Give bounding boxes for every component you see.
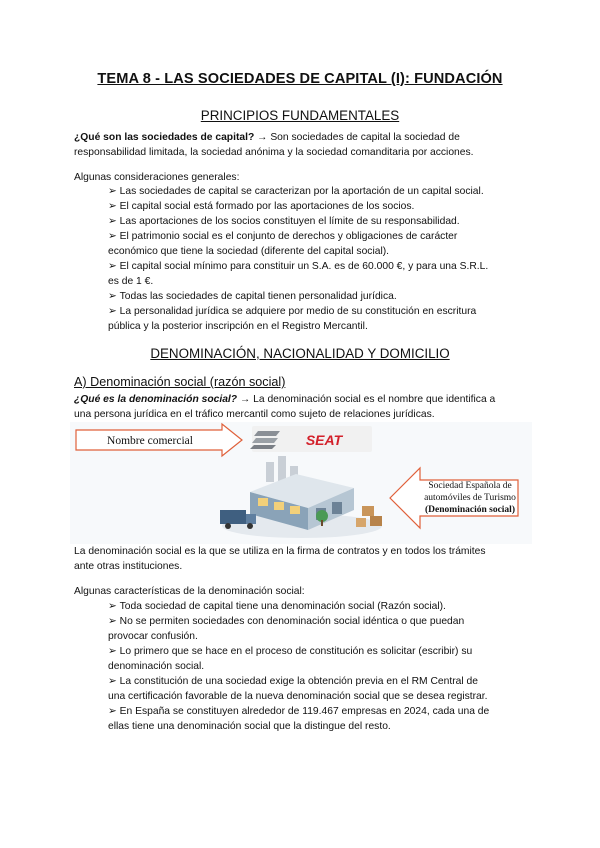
bullet-arrow-icon: ➢ — [108, 261, 117, 272]
bullet-item — [108, 184, 526, 199]
bullet-text: Las aportaciones de los socios constituyen el límite de su responsabilidad. — [119, 216, 460, 227]
bullet-arrow-icon: ➢ — [108, 706, 117, 717]
answer-line: una persona jurídica en el tráfico mercantil como sujeto de relaciones jurídicas. — [74, 409, 435, 420]
bullet-item — [108, 614, 526, 644]
bullet-text: Lo primero que se hace en el proceso de constitución es solicitar (escribir) su — [119, 646, 473, 657]
seat-brand-text: SEAT — [305, 432, 343, 448]
bullet-arrow-icon: ➢ — [108, 186, 117, 197]
bullet-text: Las sociedades de capital se caracterizan por la aportación de un capital social. — [119, 186, 484, 197]
sociedad-label-line1: Sociedad Española de — [428, 481, 512, 491]
sociedad-label-line2: automóviles de Turismo — [424, 493, 516, 503]
bullet-arrow-icon: ➢ — [108, 616, 117, 627]
bullet-list-caracteristicas — [108, 599, 526, 734]
subheading-denominacion-social: A) Denominación social (razón social) — [74, 375, 286, 389]
bullet-item — [108, 214, 526, 229]
arrow-symbol: → — [257, 132, 268, 143]
text-line: ante otras instituciones. — [74, 561, 183, 572]
intro-consideraciones: Algunas consideraciones generales: — [74, 172, 240, 183]
paragraph-firma-contratos — [74, 544, 526, 574]
denominacion-illustration — [70, 422, 532, 544]
bullet-text: denominación social. — [108, 661, 205, 672]
sociedad-label-line3: (Denominación social) — [425, 505, 515, 515]
bullet-text: En España se constituyen alrededor de 119.467 empresas en 2024, cada una de — [119, 706, 490, 717]
answer-line: responsabilidad limitada, la sociedad anónima y la sociedad comanditaria por acciones. — [74, 147, 474, 158]
bullet-item — [108, 304, 526, 334]
question-text: ¿Qué es la denominación social? — [74, 394, 238, 405]
bullet-text: ellas tiene una denominación social que la distingue del resto. — [108, 721, 391, 732]
bullet-item — [108, 259, 526, 289]
bullet-text: No se permiten sociedades con denominación social idéntica o que puedan — [119, 616, 465, 627]
bullet-text: Toda sociedad de capital tiene una denominación social (Razón social). — [119, 601, 446, 612]
nombre-comercial-label: Nombre comercial — [107, 435, 193, 447]
bullet-text: es de 1 €. — [108, 276, 154, 287]
answer-line: Son sociedades de capital la sociedad de — [270, 132, 460, 143]
bullet-arrow-icon: ➢ — [108, 646, 117, 657]
bullet-text: La personalidad jurídica se adquiere por medio de su constitución en escritura — [119, 306, 477, 317]
answer-line: La denominación social es el nombre que identifica a — [253, 394, 496, 405]
bullet-arrow-icon: ➢ — [108, 306, 117, 317]
bullet-arrow-icon: ➢ — [108, 216, 117, 227]
section-heading-denominacion: DENOMINACIÓN, NACIONALIDAD Y DOMICILIO — [150, 346, 450, 361]
bullet-item — [108, 644, 526, 674]
bullet-arrow-icon: ➢ — [108, 231, 117, 242]
bullet-item — [108, 289, 526, 304]
paragraph-que-son — [74, 130, 526, 160]
bullet-text: una certificación favorable de la nueva denominación social que se desea registrar. — [108, 691, 488, 702]
bullet-list-consideraciones — [108, 184, 526, 334]
bullet-item — [108, 599, 526, 614]
page-title: TEMA 8 - LAS SOCIEDADES DE CAPITAL (I): FUNDACIÓN — [97, 71, 503, 87]
bullet-arrow-icon: ➢ — [108, 676, 117, 687]
section-heading-principios: PRINCIPIOS FUNDAMENTALES — [200, 108, 400, 123]
bullet-arrow-icon: ➢ — [108, 601, 117, 612]
bullet-text: La constitución de una sociedad exige la obtención previa en el RM Central de — [119, 676, 478, 687]
paragraph-que-es — [74, 392, 526, 422]
bullet-text: provocar confusión. — [108, 631, 198, 642]
bullet-text: pública y la posterior inscripción en el Registro Mercantil. — [108, 321, 368, 332]
bullet-text: Todas las sociedades de capital tienen personalidad jurídica. — [119, 291, 397, 302]
question-text: ¿Qué son las sociedades de capital? — [74, 132, 255, 143]
bullet-text: El capital social mínimo para constituir un S.A. es de 60.000 €, y para una S.R.L. — [119, 261, 489, 272]
bullet-arrow-icon: ➢ — [108, 291, 117, 302]
seat-logo — [250, 426, 372, 452]
bullet-text: El capital social está formado por las aportaciones de los socios. — [119, 201, 415, 212]
bullet-item — [108, 199, 526, 214]
bullet-arrow-icon: ➢ — [108, 201, 117, 212]
bullet-text: El patrimonio social es el conjunto de derechos y obligaciones de carácter — [119, 231, 458, 242]
intro-caracteristicas: Algunas características de la denominación social: — [74, 586, 305, 597]
bullet-item — [108, 704, 526, 734]
arrow-symbol: → — [239, 394, 251, 405]
bullet-item — [108, 674, 526, 704]
text-line: La denominación social es la que se utiliza en la firma de contratos y en todos los trámites — [74, 546, 486, 557]
bullet-text: económico que tiene la sociedad (diferente del capital social). — [108, 246, 390, 257]
bullet-item — [108, 229, 526, 259]
